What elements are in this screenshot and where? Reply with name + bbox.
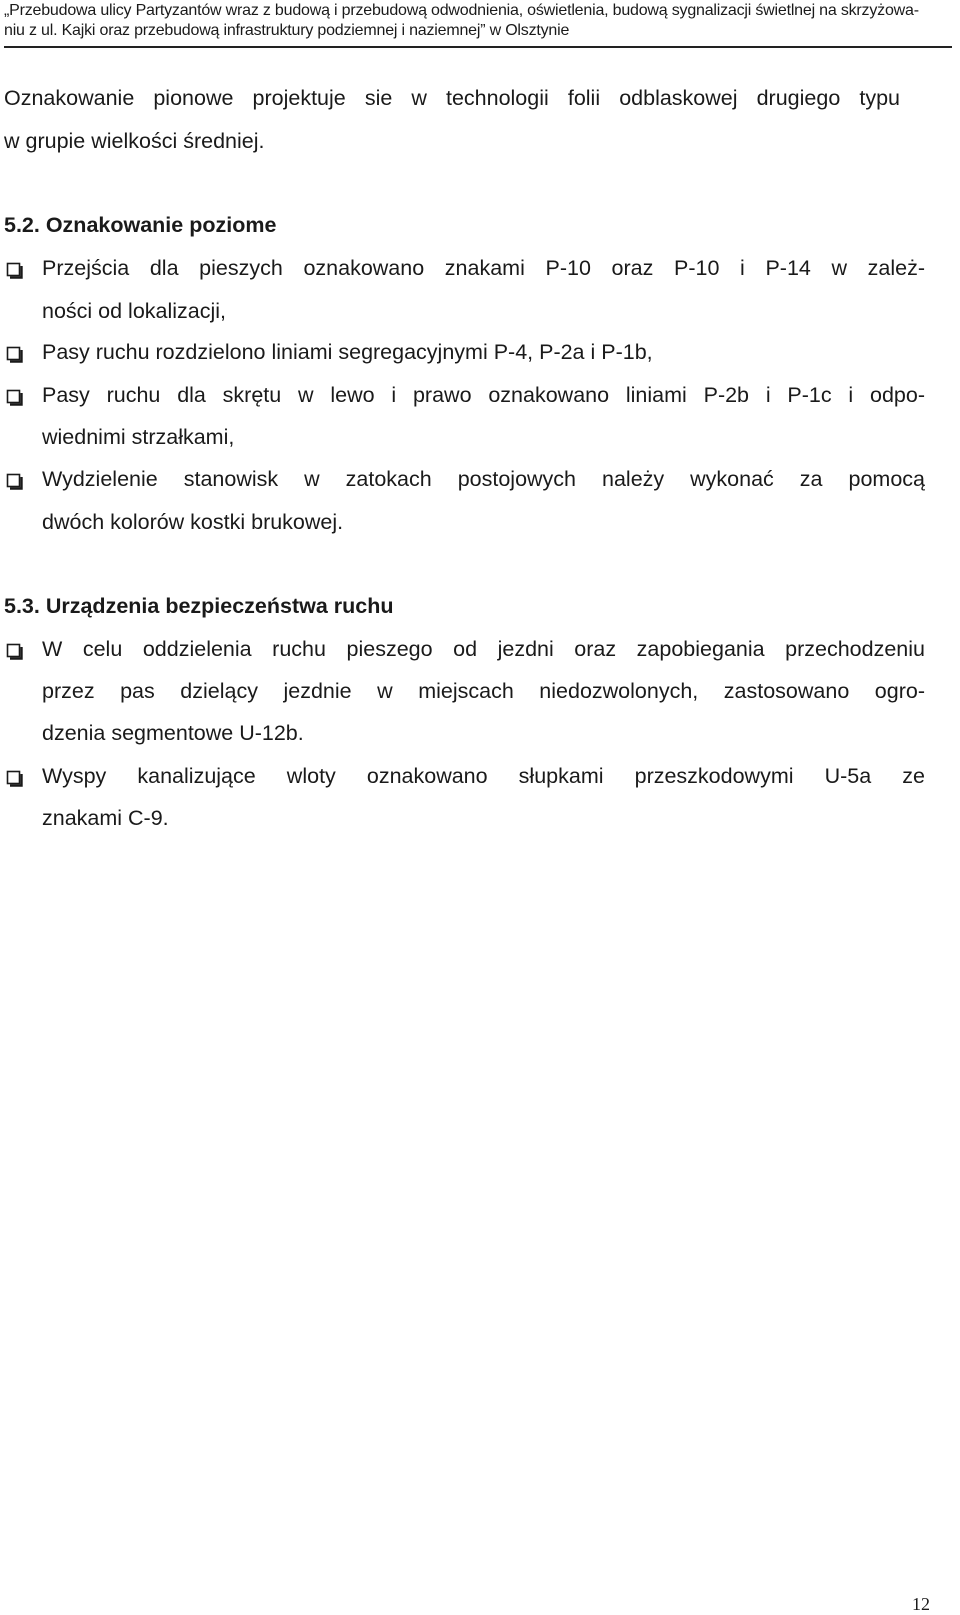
list-item-5-2-4-line-2: dwóch kolorów kostki brukowej. <box>42 510 344 534</box>
list-item-5-3-2-line-2: znakami C-9. <box>42 806 169 830</box>
section-heading-5-2: 5.2. Oznakowanie poziome <box>4 213 277 237</box>
list-item-5-2-4-line-1: Wydzielenie stanowisk w zatokach postojowych należy wykonać za pomocą <box>42 467 925 491</box>
list-item-5-2-1-line-2: ności od lokalizacji, <box>42 299 227 323</box>
list-item-5-2-3-line-2: wiednimi strzałkami, <box>42 425 235 449</box>
checkbox-bullet-icon <box>6 643 23 660</box>
page-number: 12 <box>912 1594 930 1614</box>
header-line-1: „Przebudowa ulicy Partyzantów wraz z budową i przebudową odwodnienia, oświetlenia, budową sygnalizacji świetlnej na skrzyżowa- <box>4 2 919 19</box>
list-item-5-3-2-line-1: Wyspy kanalizujące wloty oznakowano słupkami przeszkodowymi U-5a ze <box>42 764 925 788</box>
checkbox-bullet-icon <box>6 346 23 363</box>
checkbox-bullet-icon <box>6 389 23 406</box>
running-header <box>4 0 952 48</box>
header-line-2: niu z ul. Kajki oraz przebudową infrastruktury podziemnej i naziemnej” w Olsztynie <box>4 22 570 39</box>
list-item-5-2-2-line-1: Pasy ruchu rozdzielono liniami segregacyjnymi P-4, P-2a i P-1b, <box>42 340 653 364</box>
list-item-5-2-3-line-1: Pasy ruchu dla skrętu w lewo i prawo oznakowano liniami P-2b i P-1c i odpo- <box>42 383 925 407</box>
intro-line-1: Oznakowanie pionowe projektuje sie w technologii folii odblaskowej drugiego typu <box>4 86 900 110</box>
checkbox-bullet-icon <box>6 473 23 490</box>
checkbox-bullet-icon <box>6 262 23 279</box>
list-item-5-3-1-line-1: W celu oddzielenia ruchu pieszego od jezdni oraz zapobiegania przechodzeniu <box>42 637 925 661</box>
list-item-5-3-1-line-3: dzenia segmentowe U-12b. <box>42 721 304 745</box>
list-item-5-3-1-line-2: przez pas dzielący jezdnie w miejscach niedozwolonych, zastosowano ogro- <box>42 679 925 703</box>
intro-line-2: w grupie wielkości średniej. <box>4 129 265 153</box>
section-heading-5-3: 5.3. Urządzenia bezpieczeństwa ruchu <box>4 594 394 618</box>
list-item-5-2-1-line-1: Przejścia dla pieszych oznakowano znakami P-10 oraz P-10 i P-14 w zależ- <box>42 256 925 280</box>
checkbox-bullet-icon <box>6 770 23 787</box>
